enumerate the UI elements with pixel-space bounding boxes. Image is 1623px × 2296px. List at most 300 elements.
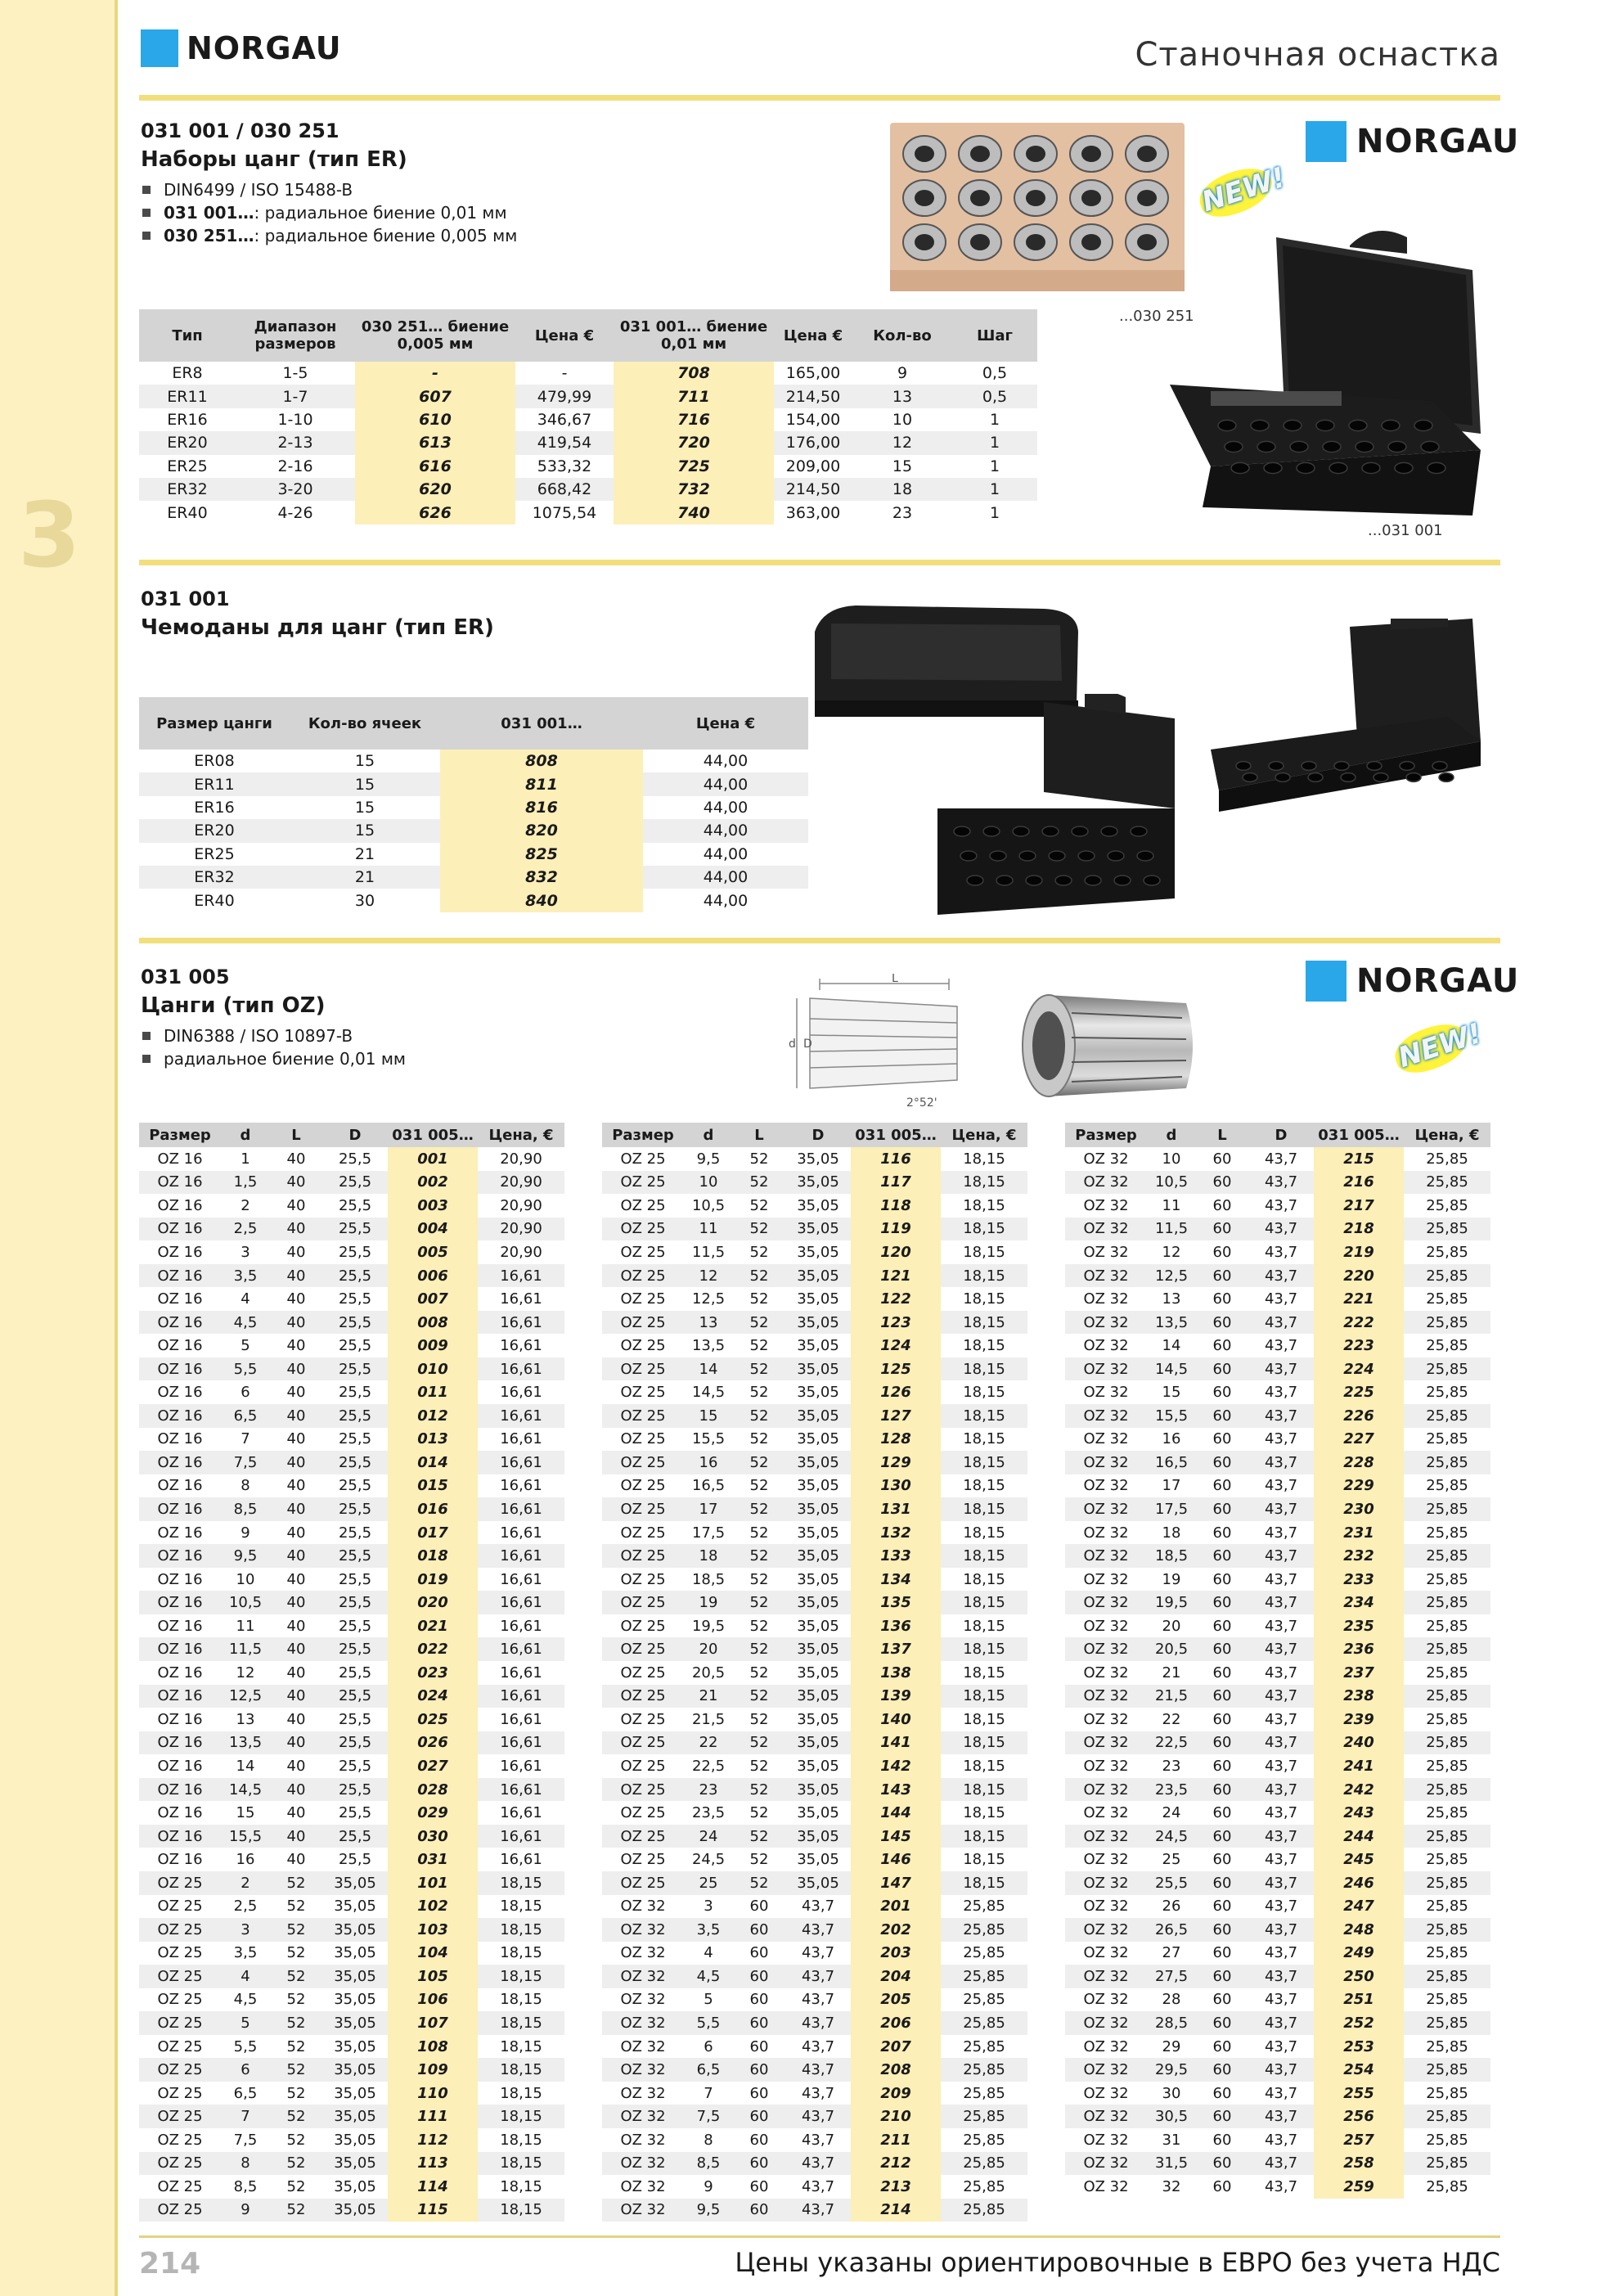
table-cell: - [561, 364, 568, 383]
table-cell: 43,7 [1248, 1171, 1314, 1195]
table-cell: 18,15 [941, 1404, 1027, 1428]
table-row [139, 2199, 564, 2222]
table-cell: 222 [1314, 1311, 1404, 1335]
table-cell: 18,15 [478, 1918, 564, 1942]
table-row [602, 1731, 1027, 1755]
table-cell: 25,85 [1426, 1430, 1468, 1448]
table-cell: OZ 32 [1083, 2177, 1129, 2195]
table-cell: 7,5 [684, 2105, 733, 2128]
table-row [139, 2011, 564, 2035]
section3-code: 031 005 [141, 966, 230, 988]
table-cell: 25,85 [1404, 1497, 1490, 1521]
case-hole [1114, 876, 1131, 885]
table-cell: 25,85 [1426, 1196, 1468, 1214]
table-cell: 114 [388, 2175, 478, 2199]
table-cell: 29,5 [1147, 2058, 1196, 2082]
table-cell: 147 [851, 1871, 941, 1895]
table-cell: 52 [286, 1944, 306, 1962]
col-header: Диапазон размеров [236, 309, 355, 362]
table-cell: 479,99 [515, 385, 614, 407]
table-cell: 25,85 [1404, 1218, 1490, 1241]
table-cell: 52 [733, 1591, 785, 1614]
table-cell: 15 [354, 752, 375, 771]
table-cell: 104 [388, 1942, 478, 1965]
collet-bore [1026, 146, 1045, 162]
table-cell: OZ 25 [620, 1430, 666, 1448]
section3-bullet: радиальное биение 0,01 мм [141, 1047, 406, 1070]
table-cell: 40 [286, 1243, 306, 1261]
table-row [1065, 1965, 1490, 1988]
table-cell: 137 [851, 1637, 941, 1661]
table-cell: 25,85 [1426, 1384, 1468, 1402]
table-cell: 10,5 [221, 1591, 270, 1614]
table-cell: 711 [614, 385, 774, 407]
table-cell: 43,7 [785, 1965, 851, 1988]
table-cell: 40 [286, 1477, 306, 1495]
table-row [1065, 1287, 1490, 1311]
table-row [602, 1637, 1027, 1661]
table-cell: OZ 16 [139, 1544, 221, 1568]
table-cell: OZ 32 [1065, 1264, 1147, 1288]
table-cell: 60 [1196, 1451, 1248, 1474]
table-cell: 3 [241, 1243, 250, 1261]
table-cell: 52 [733, 1685, 785, 1708]
table-row [139, 1334, 564, 1357]
table-cell: 52 [749, 1570, 769, 1588]
case-hole [1308, 773, 1323, 782]
table-cell: 35,05 [785, 1264, 851, 1288]
table-cell: 1 [989, 410, 1000, 429]
table-cell: 40 [286, 1570, 306, 1588]
table-cell: 11 [684, 1218, 733, 1241]
table-cell: 52 [749, 1617, 769, 1635]
table-cell: 116 [851, 1147, 941, 1171]
table-cell: 25,85 [1426, 1804, 1468, 1822]
oz-collets-table-1 [139, 1123, 564, 2222]
col-header: Размер [602, 1123, 684, 1147]
table-cell: 10,5 [691, 1196, 726, 1214]
case-hole [1131, 826, 1147, 836]
table-row [139, 1287, 564, 1311]
table-cell: 242 [1314, 1778, 1404, 1802]
table-cell: 60 [1196, 1264, 1248, 1288]
table-cell: 007 [388, 1287, 478, 1311]
table-cell: 226 [1314, 1404, 1404, 1428]
table-cell: 35,05 [785, 1731, 851, 1755]
table-cell: 240 [1314, 1731, 1404, 1755]
collet-bore [915, 146, 934, 162]
table-cell: 18,15 [941, 1497, 1027, 1521]
table-cell: ER8 [172, 364, 203, 383]
table-cell: 18,15 [500, 1991, 542, 2009]
table-cell: 210 [851, 2105, 941, 2128]
table-cell: 60 [733, 1965, 785, 1988]
table-cell: 24,5 [1147, 1825, 1196, 1848]
table-cell: OZ 25 [602, 1357, 684, 1381]
section1-bullet: DIN6499 / ISO 15488-B [141, 178, 517, 201]
table-cell: 10 [236, 1570, 255, 1588]
table-cell: 14,5 [1147, 1357, 1196, 1381]
chapter-side-line [115, 0, 118, 2296]
table-row [139, 866, 808, 889]
table-cell: 43,7 [1248, 1264, 1314, 1288]
section2-title: Чемоданы для цанг (тип ER) [141, 615, 494, 640]
table-cell: 15,5 [1147, 1404, 1196, 1428]
table-cell: 16,61 [500, 1524, 542, 1542]
table-row [139, 1918, 564, 1942]
table-cell: OZ 32 [1083, 1477, 1129, 1495]
table-cell: 16,61 [478, 1404, 564, 1428]
table-row [1065, 1240, 1490, 1264]
drawing-label-angle: 2°52' [906, 1096, 937, 1110]
table-row [1065, 1428, 1490, 1452]
table-cell: 52 [286, 1991, 306, 2009]
table-cell: 35,05 [785, 1357, 851, 1381]
col-header: Кол-во [852, 309, 952, 362]
table-cell: 123 [851, 1311, 941, 1335]
table-row [139, 1848, 564, 1871]
table-cell: 25,85 [1426, 1991, 1468, 2009]
table-cell: OZ 25 [139, 2105, 221, 2128]
table-cell: 109 [388, 2058, 478, 2082]
table-cell: OZ 16 [139, 1311, 221, 1335]
table-cell: 52 [270, 2105, 322, 2128]
table-cell: 21 [684, 1685, 733, 1708]
table-cell: OZ 32 [1083, 1570, 1129, 1588]
case-hole [1323, 441, 1341, 452]
table-cell: OZ 32 [1083, 1196, 1129, 1214]
table-cell: 60 [1212, 1150, 1232, 1168]
table-cell: OZ 32 [620, 1991, 666, 2009]
table-row [139, 1965, 564, 1988]
table-cell: 60 [1196, 1637, 1248, 1661]
table-cell: 18,15 [963, 1663, 1005, 1681]
table-cell: 52 [733, 1778, 785, 1802]
table-cell: OZ 32 [1065, 1451, 1147, 1474]
table-row [139, 2058, 564, 2082]
table-row [1065, 1474, 1490, 1498]
table-cell: 25,5 [338, 1757, 372, 1775]
table-cell: OZ 32 [1065, 1685, 1147, 1708]
table-cell: 44,00 [643, 772, 808, 795]
table-cell: OZ 16 [139, 1451, 221, 1474]
table-row [139, 1521, 564, 1545]
page-header-title: Станочная оснастка [1135, 36, 1500, 74]
table-cell: 005 [388, 1240, 478, 1264]
table-cell: 20,90 [500, 1243, 542, 1261]
table-cell: 22,5 [691, 1757, 726, 1775]
table-cell: 16,61 [478, 1778, 564, 1802]
table-cell: 40 [286, 1150, 306, 1168]
case-hole [1026, 876, 1042, 885]
table-cell: 35,05 [797, 1851, 839, 1869]
table-cell: 620 [355, 478, 515, 501]
table-row [1065, 1871, 1490, 1895]
table-cell: 35,05 [797, 1617, 839, 1635]
table-cell: 129 [851, 1451, 941, 1474]
table-cell: 25,5 [338, 1384, 372, 1402]
table-cell: 43,7 [1248, 1731, 1314, 1755]
page-number: 214 [139, 2247, 201, 2280]
table-row [1065, 1218, 1490, 1241]
table-cell: 25,85 [1426, 2037, 1468, 2055]
table-cell: OZ 16 [157, 1384, 203, 1402]
table-cell: 258 [1314, 2152, 1404, 2176]
table-cell: 25,85 [1404, 1778, 1490, 1802]
table-cell: 25,5 [1147, 1871, 1196, 1895]
table-cell: OZ 16 [157, 1570, 203, 1588]
table-cell: 43,7 [1248, 1825, 1314, 1848]
table-cell: 25,85 [1404, 1637, 1490, 1661]
table-cell: 40 [286, 1430, 306, 1448]
table-cell: 1075,54 [532, 503, 597, 522]
table-cell: 25,85 [1426, 1898, 1468, 1916]
table-cell: 111 [388, 2105, 478, 2128]
table-cell: 16,61 [500, 1804, 542, 1822]
table-cell: 15 [892, 457, 913, 475]
table-cell: OZ 16 [157, 1663, 203, 1681]
table-cell: 35,05 [334, 1898, 376, 1916]
table-row [139, 796, 808, 819]
collet-bore [970, 190, 990, 206]
table-cell: 1-5 [282, 364, 308, 383]
table-cell: 18,15 [963, 1477, 1005, 1495]
case-hole [1421, 441, 1439, 452]
table-cell: 52 [749, 1290, 769, 1308]
drawing-label-length: L [892, 974, 898, 985]
table-cell: 35,05 [785, 1311, 851, 1335]
table-cell: 16 [684, 1451, 733, 1474]
table-row [139, 1825, 564, 1848]
table-row [139, 1754, 564, 1778]
col-header: 031 005… [851, 1123, 941, 1147]
table-cell: 740 [614, 501, 774, 524]
case-hole [1362, 462, 1380, 473]
case-hole [1144, 876, 1160, 885]
table-cell: 23 [684, 1778, 733, 1802]
table-cell: 10 [892, 410, 913, 429]
table-cell: 11,5 [221, 1637, 270, 1661]
table-cell: 35,05 [322, 2058, 388, 2082]
table-cell: 35,05 [334, 1991, 376, 2009]
table-cell: OZ 16 [139, 1591, 221, 1614]
table-cell: 25,85 [1426, 1150, 1468, 1168]
table-cell: 35,05 [334, 2084, 376, 2102]
table-cell: 18,15 [478, 2105, 564, 2128]
col-header: Тип [139, 309, 236, 362]
table-cell: 5 [241, 1337, 250, 1355]
table-cell: 16,61 [478, 1544, 564, 1568]
table-cell: 030 [388, 1825, 478, 1848]
table-cell: 52 [286, 2084, 306, 2102]
table-cell: 60 [733, 2105, 785, 2128]
table-cell: 016 [388, 1497, 478, 1521]
table-cell: 255 [1314, 2082, 1404, 2105]
table-cell: OZ 32 [1065, 1544, 1147, 1568]
table-cell: 211 [851, 2128, 941, 2152]
table-row [1065, 1568, 1490, 1591]
table-cell: 1 [241, 1150, 250, 1168]
table-row [139, 1568, 564, 1591]
table-cell: OZ 25 [602, 1218, 684, 1241]
table-cell: 43,7 [1248, 1965, 1314, 1988]
table-cell: 25,85 [1426, 2084, 1468, 2102]
col-header: Размер цанги [139, 697, 290, 750]
table-cell: OZ 32 [1083, 1757, 1129, 1775]
table-cell: 25,5 [338, 1150, 372, 1168]
table-cell: 236 [1314, 1637, 1404, 1661]
col-header: d [1147, 1123, 1196, 1147]
table-row [139, 1171, 564, 1195]
table-cell: 24,5 [691, 1851, 726, 1869]
table-cell: 251 [1314, 1988, 1404, 2012]
oz-collets-table-3 [1065, 1123, 1490, 2199]
table-row [1065, 2128, 1490, 2152]
table-cell: 60 [1212, 1851, 1232, 1869]
table-cell: OZ 32 [1083, 1384, 1129, 1402]
table-cell: 35,05 [785, 1218, 851, 1241]
table-cell: OZ 25 [602, 1591, 684, 1614]
table-cell: 32 [1162, 2177, 1181, 2195]
table-cell: OZ 16 [139, 1218, 221, 1241]
table-row [139, 2128, 564, 2152]
table-cell: 35,05 [322, 1871, 388, 1895]
table-row [1065, 1637, 1490, 1661]
table-row [139, 1988, 564, 2012]
table-cell: 60 [1212, 1384, 1232, 1402]
table-cell: 25,85 [1404, 1871, 1490, 1895]
table-cell: 43,7 [801, 2037, 835, 2055]
table-cell: OZ 32 [602, 2199, 684, 2222]
table-row [139, 772, 808, 795]
table-cell: 1-7 [236, 385, 355, 407]
table-row [602, 1801, 1027, 1825]
case-hole [960, 851, 977, 861]
table-cell: 25,85 [1426, 1570, 1468, 1588]
table-cell: 105 [388, 1965, 478, 1988]
table-row [139, 1264, 564, 1288]
table-row [139, 1474, 564, 1498]
table-cell: 16 [236, 1851, 255, 1869]
table-row [602, 1194, 1027, 1218]
table-cell: 232 [1314, 1544, 1404, 1568]
table-cell: 16,61 [478, 1685, 564, 1708]
collet-cases-table [139, 697, 808, 912]
table-cell: 11,5 [1147, 1218, 1196, 1241]
table-cell: OZ 25 [139, 2199, 221, 2222]
table-cell: 825 [440, 843, 643, 866]
table-cell: OZ 25 [139, 1965, 221, 1988]
table-cell: 60 [1212, 1991, 1232, 2009]
table-row [602, 2035, 1027, 2059]
table-row [602, 1848, 1027, 1871]
table-cell: 11 [236, 1617, 255, 1635]
header-separator [139, 95, 1500, 101]
table-cell: 16,61 [478, 1637, 564, 1661]
table-cell: 20,5 [691, 1663, 726, 1681]
table-cell: 60 [1196, 1404, 1248, 1428]
table-cell: 52 [749, 1337, 769, 1355]
table-cell: 60 [733, 2011, 785, 2035]
table-row [139, 501, 1037, 524]
table-cell: 227 [1314, 1428, 1404, 1452]
table-cell: OZ 32 [1083, 1243, 1129, 1261]
table-row [1065, 1895, 1490, 1919]
table-cell: 60 [1212, 1663, 1232, 1681]
table-cell: OZ 25 [157, 1991, 203, 2009]
table-cell: 40 [286, 1663, 306, 1681]
case-hole [1085, 876, 1101, 885]
table-cell: OZ 25 [602, 1731, 684, 1755]
table-cell: 60 [1212, 1710, 1232, 1728]
table-cell: OZ 32 [620, 1944, 666, 1962]
table-cell: 52 [733, 1637, 785, 1661]
table-row [1065, 1801, 1490, 1825]
table-row [602, 2199, 1027, 2222]
table-cell: 720 [614, 431, 774, 454]
table-row [139, 1380, 564, 1404]
table-cell: 60 [1196, 1685, 1248, 1708]
table-cell: 220 [1314, 1264, 1404, 1288]
table-row [139, 1778, 564, 1802]
table-cell: 25,5 [322, 1218, 388, 1241]
table-cell: 26,5 [1147, 1918, 1196, 1942]
table-cell: 25,85 [941, 2199, 1027, 2222]
table-cell: OZ 32 [1065, 1404, 1147, 1428]
table-cell: 16,61 [500, 1384, 542, 1402]
oz-collets-table-2 [602, 1123, 1027, 2222]
table-cell: 25,85 [1404, 1357, 1490, 1381]
table-cell: 18,15 [963, 1710, 1005, 1728]
table-cell: 60 [1212, 1430, 1232, 1448]
table-row [602, 1474, 1027, 1498]
table-row [139, 1240, 564, 1264]
table-row [602, 1778, 1027, 1802]
table-cell: 25,85 [1404, 1544, 1490, 1568]
table-cell: 60 [1212, 2037, 1232, 2055]
table-cell: 40 [270, 1171, 322, 1195]
table-row [602, 1685, 1027, 1708]
table-cell: OZ 16 [157, 1196, 203, 1214]
table-cell: 214 [851, 2199, 941, 2222]
table-row [1065, 1147, 1490, 1171]
table-cell: 026 [388, 1731, 478, 1755]
table-cell: 21 [290, 866, 440, 889]
table-cell: 25,5 [338, 1663, 372, 1681]
table-cell: 16,61 [500, 1477, 542, 1495]
table-cell: 3,5 [221, 1264, 270, 1288]
table-cell: 16,61 [478, 1357, 564, 1381]
table-row [602, 1171, 1027, 1195]
table-row [1065, 1661, 1490, 1685]
table-cell: 15 [684, 1404, 733, 1428]
table-cell: 18,15 [500, 1898, 542, 1916]
table-cell: OZ 32 [620, 2131, 666, 2149]
table-row [139, 750, 808, 772]
table-row [139, 1801, 564, 1825]
table-cell: 44,00 [703, 891, 749, 910]
table-cell: 4 [221, 1965, 270, 1988]
table-cell: 24 [1162, 1804, 1181, 1822]
table-cell: 20,90 [478, 1218, 564, 1241]
case-hole [1225, 441, 1243, 452]
collet-bore [1081, 146, 1101, 162]
table-cell: 25,85 [963, 1944, 1005, 1962]
table-cell: 52 [733, 1218, 785, 1241]
table-cell: 43,7 [1264, 1944, 1298, 1962]
table-row [602, 1614, 1027, 1638]
table-cell: ER16 [194, 798, 235, 817]
